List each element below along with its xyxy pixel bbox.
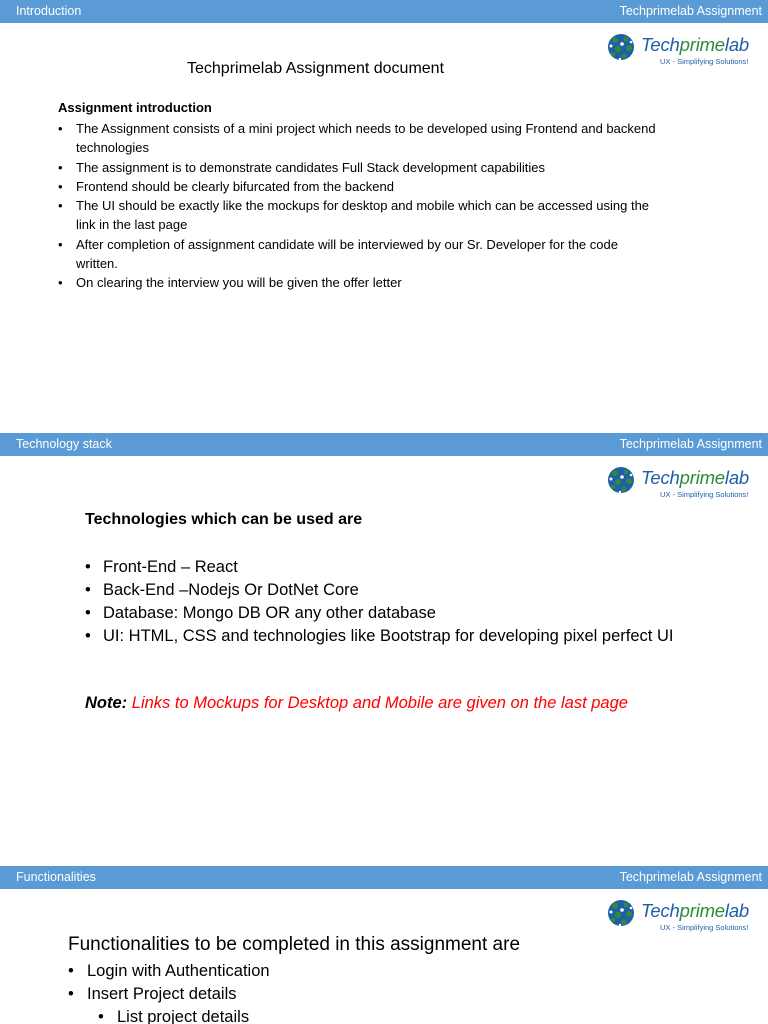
logo-tagline: UX - Simplifying Solutions! xyxy=(660,923,749,932)
list-item: • Insert Project details xyxy=(68,983,270,1006)
slide-header-bar xyxy=(0,0,768,23)
bullet-list xyxy=(68,960,270,1024)
list-item: • The Assignment consists of a mini project which needs to be developed using Frontend and backend technologies xyxy=(58,119,658,158)
note-label: Note: xyxy=(85,694,128,712)
document-title: Techprimelab Assignment document xyxy=(187,60,445,77)
section-heading: Technologies which can be used are xyxy=(85,511,363,528)
assignment-label: Techprimelab Assignment xyxy=(619,4,762,18)
globe-icon xyxy=(606,898,636,928)
slide-header-bar xyxy=(0,433,768,456)
list-item: • Front-End – React xyxy=(85,556,695,579)
section-title: Functionalities xyxy=(16,870,96,884)
logo-wordmark: Techprimelab xyxy=(641,900,749,921)
list-item: • Database: Mongo DB OR any other database xyxy=(85,602,695,625)
logo-wordmark: Techprimelab xyxy=(641,467,749,488)
list-item: • Back-End –Nodejs Or DotNet Core xyxy=(85,579,695,602)
list-item: • Login with Authentication xyxy=(68,960,270,983)
note-text: Links to Mockups for Desktop and Mobile are given on the last page xyxy=(131,694,628,712)
note xyxy=(85,694,628,713)
techprimelab-logo xyxy=(606,465,762,501)
list-item: • The assignment is to demonstrate candidates Full Stack development capabilities xyxy=(58,158,658,177)
list-item: • List project details xyxy=(98,1006,270,1024)
list-item: • The UI should be exactly like the mockups for desktop and mobile which can be accessed using the link in the last page xyxy=(58,196,658,235)
list-item: • After completion of assignment candidate will be interviewed by our Sr. Developer for the code written. xyxy=(58,235,658,274)
bullet-list xyxy=(58,119,658,293)
logo-tagline: UX - Simplifying Solutions! xyxy=(660,57,749,66)
section-title: Introduction xyxy=(16,4,82,18)
assignment-label: Techprimelab Assignment xyxy=(619,437,762,451)
subheading: Assignment introduction xyxy=(58,100,212,115)
slide-technology-stack xyxy=(0,433,768,866)
globe-icon xyxy=(606,465,636,495)
slide-functionalities xyxy=(0,866,768,1024)
techprimelab-logo xyxy=(606,32,762,68)
list-item: • On clearing the interview you will be given the offer letter xyxy=(58,273,658,292)
list-item: • UI: HTML, CSS and technologies like Bootstrap for developing pixel perfect UI xyxy=(85,625,695,648)
globe-icon xyxy=(606,32,636,62)
bullet-list xyxy=(85,556,695,648)
slide-header-bar xyxy=(0,866,768,889)
logo-tagline: UX - Simplifying Solutions! xyxy=(660,490,749,499)
section-title: Technology stack xyxy=(16,437,112,451)
slide-introduction xyxy=(0,0,768,433)
list-item: • Frontend should be clearly bifurcated from the backend xyxy=(58,177,658,196)
techprimelab-logo xyxy=(606,898,762,934)
assignment-label: Techprimelab Assignment xyxy=(619,870,762,884)
logo-wordmark: Techprimelab xyxy=(641,34,749,55)
section-heading: Functionalities to be completed in this assignment are xyxy=(68,934,521,955)
